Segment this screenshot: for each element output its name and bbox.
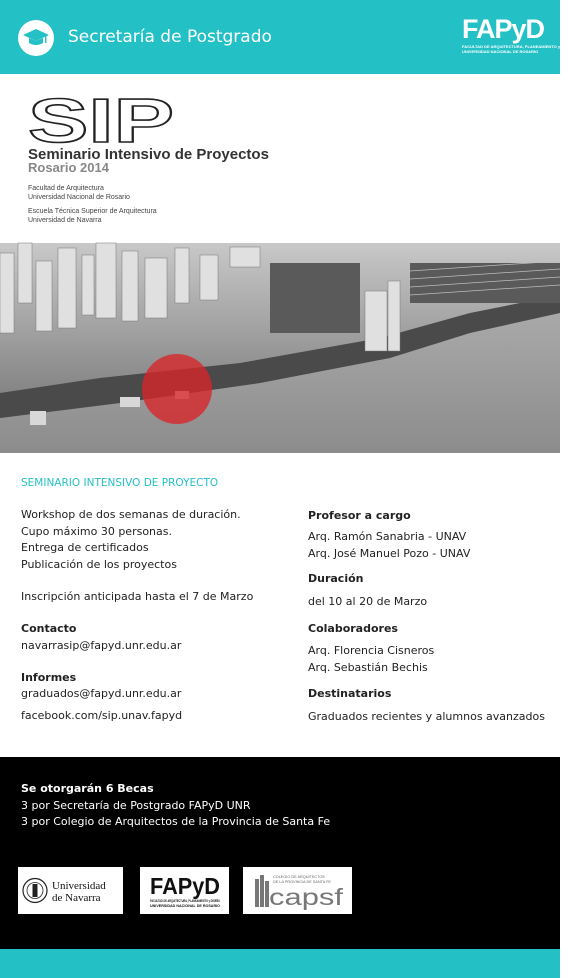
- fapyd-logo-line2: UNIVERSIDAD NACIONAL DE ROSARIO: [462, 49, 539, 54]
- capsf-small2: DE LA PROVINCIA DE SANTA FE: [273, 880, 331, 884]
- inscripcion-text: Inscripción anticipada hasta el 7 de Marzo: [21, 590, 254, 603]
- colaborador-item: Arq. Sebastián Bechis: [308, 660, 428, 674]
- becas-title: Se otorgarán 6 Becas: [21, 782, 154, 795]
- duracion-heading: Duración: [308, 572, 364, 585]
- institution-fapyd-line1: Facultad de Arquitectura: [28, 185, 104, 192]
- capsf-small1: COLEGIO DE ARQUITECTOS: [273, 875, 325, 879]
- location-highlight-circle: [142, 354, 212, 424]
- colaboradores-heading: Colaboradores: [308, 622, 398, 635]
- duracion-text: del 10 al 20 de Marzo: [308, 595, 428, 608]
- institution-navarra-line1: Escuela Técnica Superior de Arquitectura: [28, 208, 157, 215]
- navarra-logo[interactable]: [18, 867, 123, 914]
- capsf-logo[interactable]: [243, 867, 352, 914]
- profesores-list: [308, 529, 470, 562]
- sip-place-year: Rosario 2014: [28, 160, 109, 175]
- becas-footer: [0, 757, 560, 949]
- informes-email-link[interactable]: graduados@fapyd.unr.edu.ar: [21, 687, 182, 700]
- desc-line: Publicación de los proyectos: [21, 557, 177, 571]
- institution-navarra: [28, 207, 157, 225]
- desc-line: Cupo máximo 30 personas.: [21, 524, 172, 538]
- header-bar: [0, 0, 577, 74]
- city-river-photo: [0, 243, 560, 453]
- colaboradores-list: [308, 643, 434, 676]
- contacto-heading: Contacto: [21, 622, 77, 635]
- institution-navarra-line2: Universidad de Navarra: [28, 217, 102, 224]
- profesor-item: Arq. Ramón Sanabria - UNAV: [308, 530, 467, 543]
- fapyd-header-logo[interactable]: [462, 14, 577, 54]
- profesor-item: Arq. José Manuel Pozo - UNAV: [308, 546, 471, 560]
- becas-line: 3 por Secretaría de Postgrado FAPyD UNR: [21, 798, 251, 812]
- navarra-line2: de Navarra: [52, 892, 101, 904]
- institution-fapyd-line2: Universidad Nacional de Rosario: [28, 194, 130, 201]
- sip-subtitle: Seminario Intensivo de Proyectos: [28, 146, 269, 163]
- institution-fapyd: [28, 184, 130, 202]
- graduation-cap-icon: [18, 20, 54, 56]
- fapyd-footer-line1: FACULTAD DE ARQUITECTURA, PLANEAMIENTO y DISEÑO: [150, 899, 253, 903]
- informes-heading: Informes: [21, 671, 77, 684]
- profesor-heading: Profesor a cargo: [308, 509, 411, 522]
- sip-logo: [28, 87, 178, 156]
- desc-line: Entrega de certificados: [21, 541, 149, 554]
- destinatarios-heading: Destinatarios: [308, 687, 392, 700]
- fapyd-footer-line2: UNIVERSIDAD NACIONAL DE ROSARIO: [150, 904, 221, 908]
- description-list: [21, 507, 241, 573]
- becas-line: 3 por Colegio de Arquitectos de la Provincia de Santa Fe: [21, 815, 331, 828]
- contacto-email-link[interactable]: navarrasip@fapyd.unr.edu.ar: [21, 639, 182, 652]
- fapyd-footer-word: FAPyD: [150, 873, 220, 899]
- capsf-word: capsf: [269, 884, 344, 910]
- header-title: Secretaría de Postgrado: [68, 27, 272, 47]
- desc-line: Workshop de dos semanas de duración.: [21, 508, 241, 521]
- fapyd-footer-logo[interactable]: [140, 867, 253, 914]
- section-title: SEMINARIO INTENSIVO DE PROYECTO: [21, 477, 219, 489]
- facebook-link[interactable]: facebook.com/sip.unav.fapyd: [21, 709, 183, 722]
- bottom-bar: [0, 949, 560, 978]
- destinatarios-text: Graduados recientes y alumnos avanzados: [308, 710, 545, 723]
- becas-info: [21, 781, 330, 831]
- colaborador-item: Arq. Florencia Cisneros: [308, 644, 435, 657]
- sip-logo-text: SIP: [28, 87, 174, 156]
- fapyd-logo-word: FAPyD: [462, 14, 545, 44]
- info-section: [0, 453, 560, 757]
- navarra-line1: Universidad: [52, 880, 106, 892]
- fapyd-logo-line1: FACULTAD DE ARQUITECTURA, PLANEAMIENTO y DISEÑO: [462, 44, 577, 49]
